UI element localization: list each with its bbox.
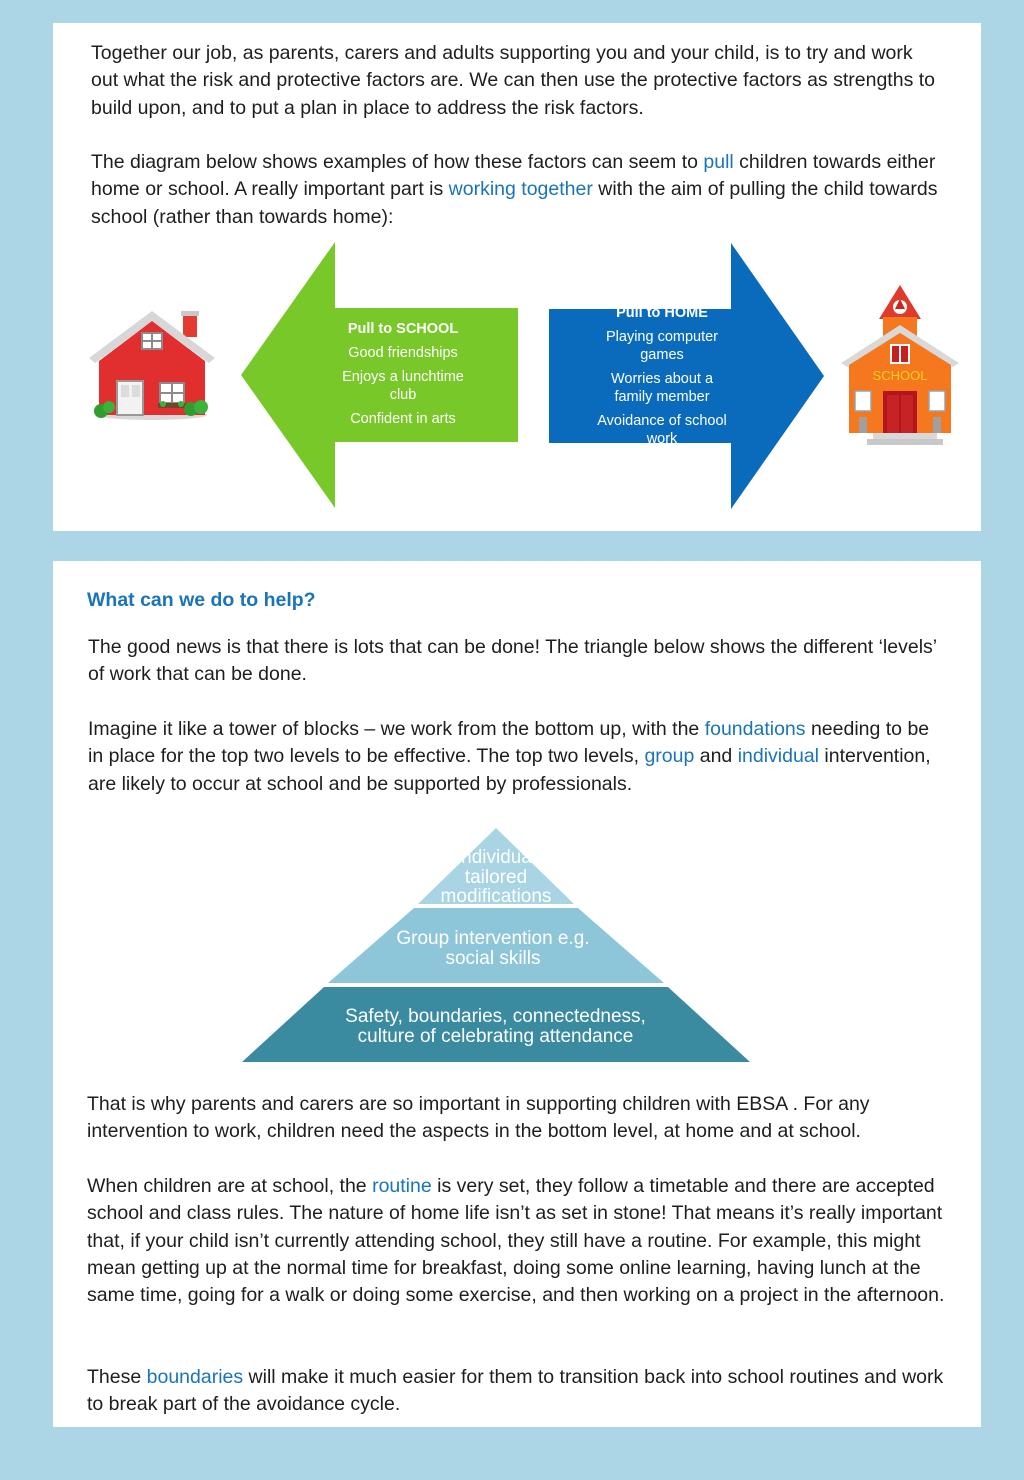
pyramid-top-text: Individual tailored modifications [440,848,552,904]
closing-paragraph-1-text: That is why parents and carers are so important in supporting children with EBSA . For any intervention to work, children need the aspects in the bottom level, at home and at school. [87,1093,870,1143]
pull-to-home-item: Avoidance of school work [597,413,727,444]
pull-to-home-title: Pull to HOME [616,305,708,321]
closing-p2-part-b: is very set, they follow a timetable and there are accepted school and class rules. The nature of home life isn’t as set in stone! That means it’s really important that, if your child isn’t currently attending school, they still have a routine. For example, this might mean getting up at the normal time for breakfast, doing some online learning, having lunch at the same time, going for a walk or doing some exercise, and then working on a project in the afternoon. [87,1175,945,1307]
pull-to-school-title: Pull to SCHOOL [347,321,459,337]
closing-p3-part-a: These [87,1366,147,1388]
closing-p2-part-a: When children are at school, the [87,1175,373,1197]
help-p2-part-a: Imagine it like a tower of blocks – we work from the bottom up, with the [88,718,705,740]
help-card [53,561,981,1427]
closing-paragraph-3 [87,1364,947,1419]
intro-p2-part-a: The diagram below shows examples of how these factors can seem to [91,151,704,173]
pull-to-home-text [591,304,733,444]
closing-paragraph-2 [87,1173,947,1309]
help-p2-part-b: needing to be in place for the top two levels to be effective. The top two levels, [88,718,930,768]
help-paragraph-1 [88,634,948,689]
pull-to-school-text [333,320,473,435]
house-icon [87,303,217,423]
pull-to-home-item: Playing computer games [605,329,719,363]
help-p2-part-c: and [694,745,738,768]
school-sign: SCHOOL [872,368,928,383]
pull-to-school-item: Confident in arts [350,411,456,427]
highlight-foundations: foundations [704,718,806,740]
highlight-individual: individual [737,745,819,768]
help-paragraph-2 [88,716,948,798]
help-heading: What can we do to help? [87,589,316,611]
school-building-icon [839,279,961,449]
help-p2-part-d: intervention, are likely to occur at school and be supported by professionals. [88,745,931,795]
intro-card [53,23,981,531]
help-paragraph-1-text: The good news is that there is lots that can be done! The triangle below shows the different ‘levels’ of work that can be done. [88,636,937,686]
pyramid-middle-text: Group intervention e.g. social skills [396,929,590,969]
intro-paragraph-1 [91,40,941,122]
highlight-group: group [644,745,695,768]
pull-to-school-item: Good friendships [348,345,458,361]
highlight-boundaries: boundaries [146,1366,244,1388]
highlight-working-together: working together [448,178,593,201]
pyramid-bottom-text: Safety, boundaries, connectedness, culture of celebrating attendance [345,1007,646,1047]
closing-p3-part-b: will make it much easier for them to transition back into school routines and work to break part of the avoidance cycle. [87,1366,944,1416]
intro-paragraph-2 [91,149,941,231]
intro-p2-part-c: with the aim of pulling the child towards school (rather than towards home): [91,178,938,228]
pull-to-home-item: Worries about a family member [610,371,714,405]
highlight-pull: pull [703,151,734,173]
highlight-routine: routine [372,1175,432,1197]
closing-paragraph-1 [87,1091,947,1146]
pull-to-school-item: Enjoys a lunchtime club [342,369,464,403]
intro-p2-part-b: children towards either home or school. A really important part is [91,151,936,201]
intro-paragraph-1-text: Together our job, as parents, carers and adults supporting you and your child, is to try and work out what the risk and protective factors are. We can then use the protective factors as strengths to build upon, and to put a plan in place to address the risk factors. [91,42,935,119]
